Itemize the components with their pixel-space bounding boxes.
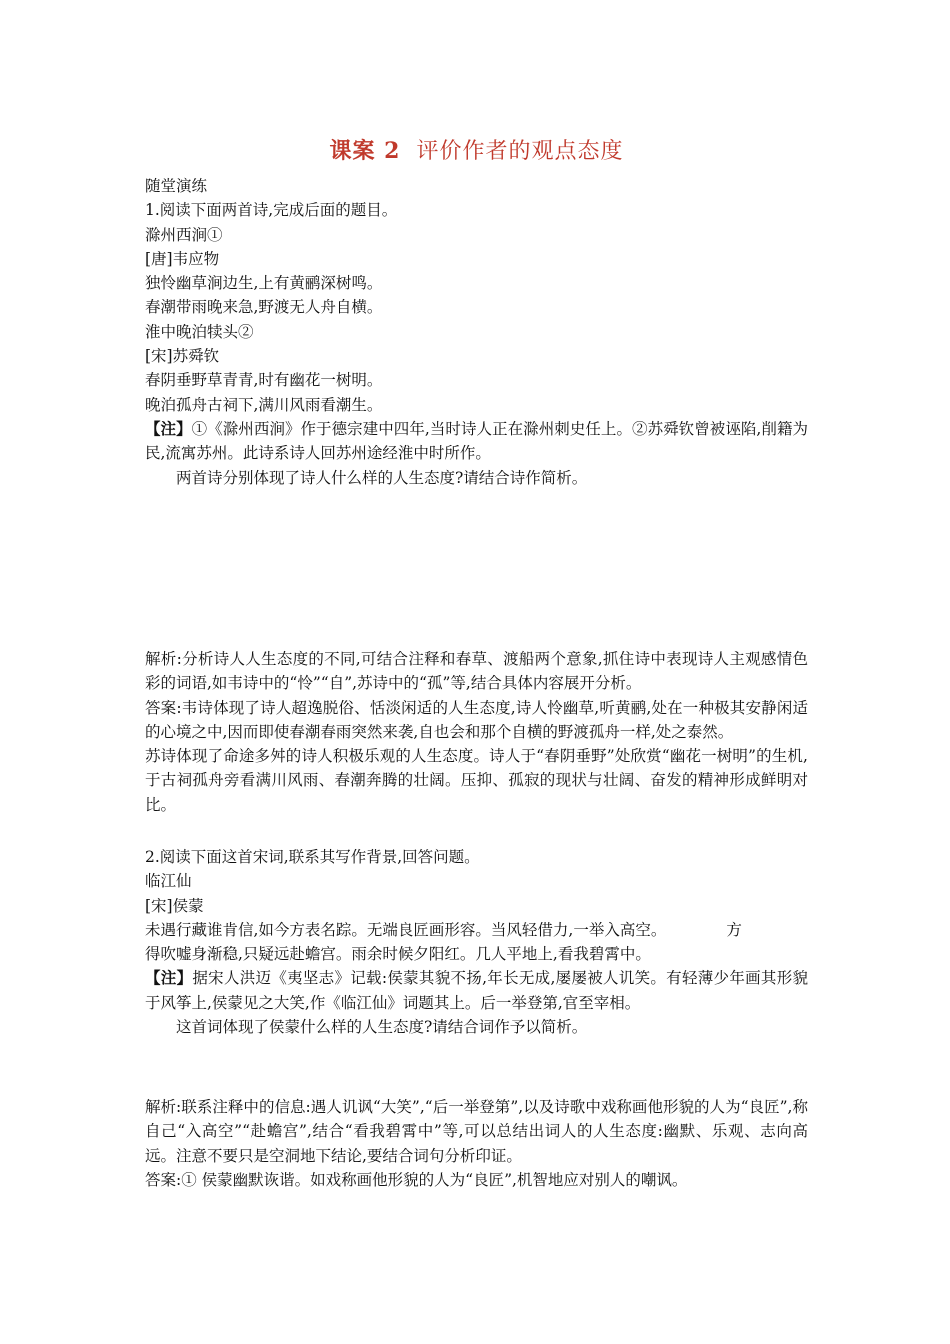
question-2-block	[145, 845, 808, 1039]
poem2-title: 淮中晚泊犊头②	[145, 322, 254, 341]
poem2-line: 晚泊孤舟古祠下,满川风雨看潮生。	[145, 395, 383, 414]
q2-poem-line-a: 未遇行藏谁肯信,如今方表名踪。无端良匠画形容。当风轻借力,一举入高空。	[145, 920, 667, 939]
note-label: 【注】	[145, 968, 193, 988]
q2-analysis: 解析:联系注释中的信息:遇人讥讽“大笑”,“后一举登第”,以及诗歌中戏称画他形貌的人为“良匠”,称自己“入高空”“赴蟾宫”,结合“看我碧霄中”等,可以总结出词人的人生态度:幽默、乐观、志向高远。注意不要只是空洞地下结论,要结合词句分析印证。	[145, 1098, 808, 1165]
note-text: ①《滁州西涧》作于德宗建中四年,当时诗人正在滁州刺史任上。②苏舜钦曾被诬陷,削籍为民,流寓苏州。此诗系诗人回苏州途经淮中时所作。	[145, 419, 808, 463]
page-title	[145, 134, 808, 165]
q1-prompt: 1.阅读下面两首诗,完成后面的题目。	[145, 201, 398, 220]
lesson-title: 评价作者的观点态度	[416, 139, 624, 164]
note-label: 【注】	[145, 418, 192, 438]
section-heading: 随堂演练	[145, 177, 208, 195]
q2-answer: 答案:① 侯蒙幽默诙谐。如戏称画他形貌的人为“良匠”,机智地应对别人的嘲讽。	[145, 1170, 688, 1189]
poem1-line: 独怜幽草涧边生,上有黄鹂深树鸣。	[145, 274, 383, 293]
poem2-author: [宋]苏舜钦	[145, 347, 220, 366]
poem2-line: 春阴垂野草青青,时有幽花一树明。	[145, 371, 383, 390]
poem1-line: 春潮带雨晚来急,野渡无人舟自横。	[145, 298, 383, 317]
q1-question: 两首诗分别体现了诗人什么样的人生态度?请结合诗作简析。	[176, 468, 588, 487]
q2-prompt: 2.阅读下面这首宋词,联系其写作背景,回答问题。	[145, 848, 480, 866]
question-1-answer-block	[145, 647, 808, 817]
lesson-number: 课案 2	[329, 138, 401, 164]
q2-poem-line-b: 方	[726, 920, 742, 939]
question-1-block	[145, 174, 808, 490]
q2-question: 这首词体现了侯蒙什么样的人生态度?请结合词作予以简析。	[176, 1018, 588, 1037]
q1-note	[145, 417, 808, 466]
q1-answer: 答案:韦诗体现了诗人超逸脱俗、恬淡闲适的人生态度,诗人怜幽草,听黄鹂,处在一种极其安静闲适的心境之中,因而即使春潮春雨突然来袭,自也会和那个自横的野渡孤舟一样,处之泰然。	[145, 698, 808, 741]
poem1-title: 滁州西涧①	[145, 225, 223, 244]
q2-poem-line	[145, 918, 808, 942]
q2-note	[145, 966, 808, 1015]
q1-answer-continued: 苏诗体现了命途多舛的诗人积极乐观的人生态度。诗人于“春阴垂野”处欣赏“幽花一树明”的生机,于古祠孤舟旁看满川风雨、春潮奔腾的壮阔。压抑、孤寂的现状与壮阔、奋发的精神形成鲜明对比。	[145, 747, 808, 814]
poem1-author: [唐]韦应物	[145, 249, 220, 268]
q1-analysis: 解析:分析诗人人生态度的不同,可结合注释和春草、渡船两个意象,抓住诗中表现诗人主观感情色彩的词语,如韦诗中的“怜”“自”,苏诗中的“孤”等,结合具体内容展开分析。	[145, 650, 808, 693]
q2-poem-author: [宋]侯蒙	[145, 896, 204, 915]
question-2-answer-block	[145, 1095, 808, 1192]
q2-poem-title: 临江仙	[145, 872, 192, 891]
q2-poem-line: 得吹嘘身渐稳,只疑远赴蟾宫。雨余时候夕阳红。几人平地上,看我碧霄中。	[145, 945, 651, 964]
note-text: 据宋人洪迈《夷坚志》记载:侯蒙其貌不扬,年长无成,屡屡被人讥笑。有轻薄少年画其形貌于风筝上,侯蒙见之大笑,作《临江仙》词题其上。后一举登第,官至宰相。	[145, 969, 808, 1012]
